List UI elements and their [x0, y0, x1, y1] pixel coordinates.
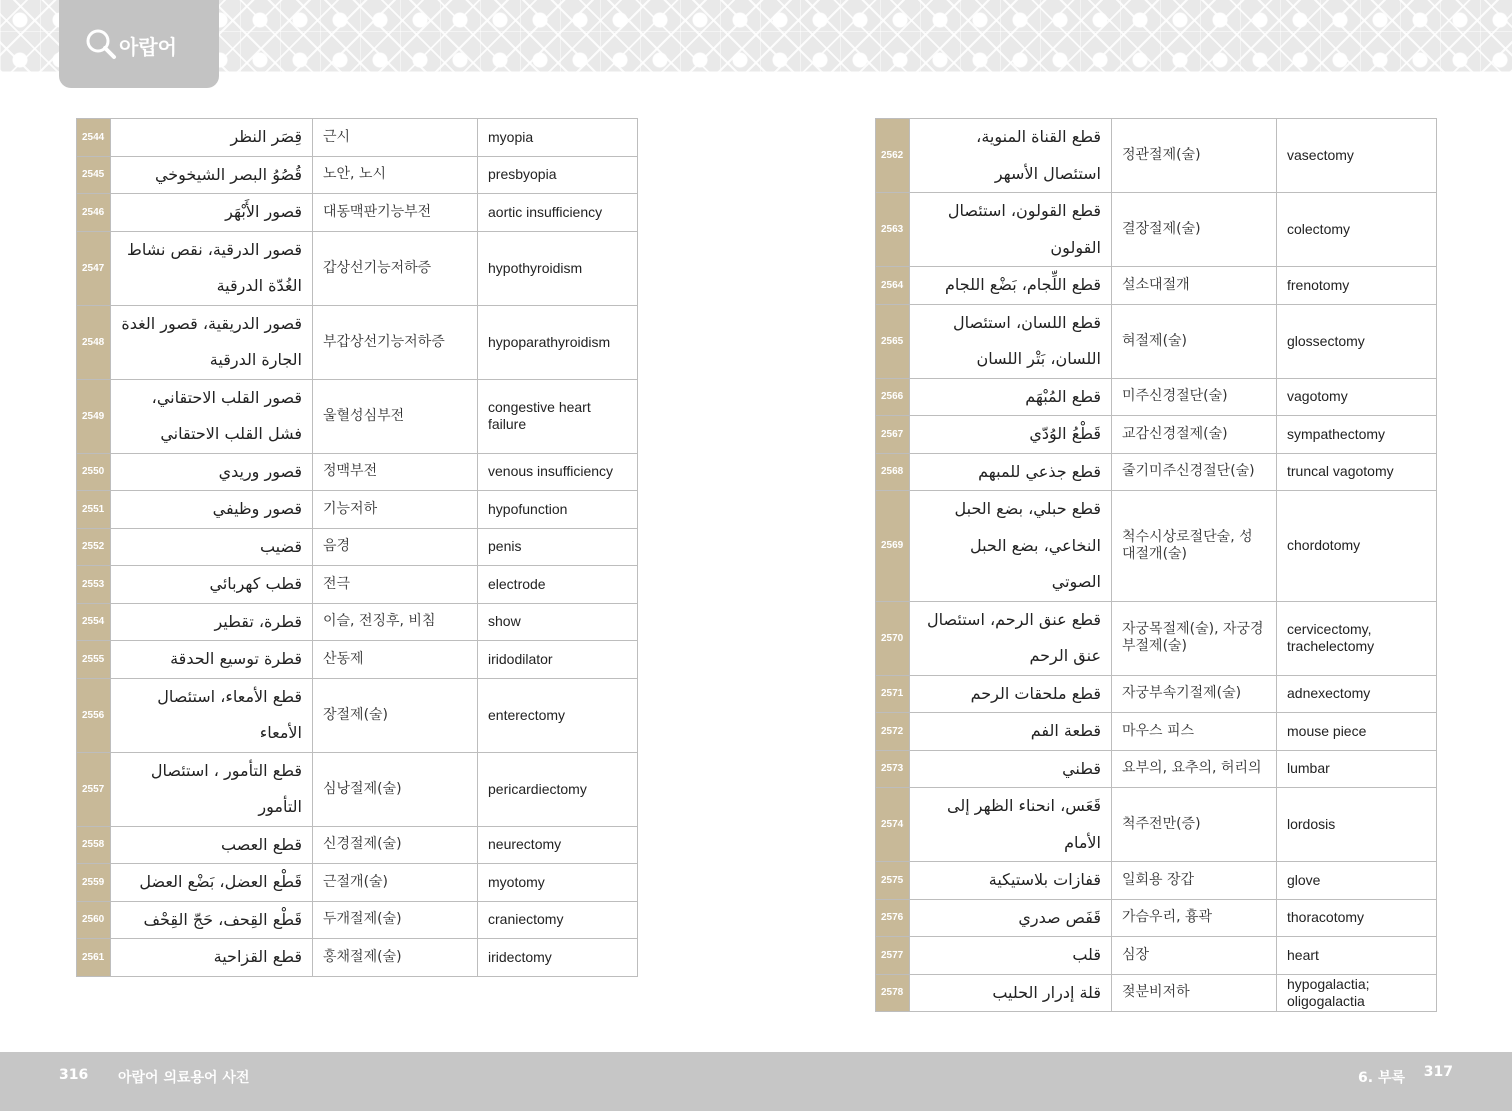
dictionary-table-left: [76, 118, 638, 977]
korean-term: 정관절제(술): [1112, 119, 1277, 193]
table-row: [876, 193, 1437, 267]
english-term: hypogalactia; oligogalactia: [1277, 974, 1437, 1012]
korean-term: 부갑상선기능저하증: [313, 305, 478, 379]
entry-number: 2560: [77, 901, 111, 939]
entry-number: 2563: [876, 193, 910, 267]
english-term: hypoparathyroidism: [478, 305, 638, 379]
korean-term: 심낭절제(술): [313, 752, 478, 826]
table-row: [77, 528, 638, 566]
english-term: myopia: [478, 119, 638, 157]
table-row: [876, 601, 1437, 675]
entry-number: 2545: [77, 156, 111, 194]
korean-term: 척주전만(증): [1112, 788, 1277, 862]
arabic-term: قطع اللِّجام، بَضْع اللجام: [910, 267, 1112, 305]
korean-term: 음경: [313, 528, 478, 566]
korean-term: 줄기미주신경절단(술): [1112, 453, 1277, 491]
korean-term: 근절개(술): [313, 864, 478, 902]
tab-label: 아랍어: [119, 34, 177, 59]
english-term: cervicectomy, trachelectomy: [1277, 601, 1437, 675]
table-row: [77, 379, 638, 453]
entry-number: 2544: [77, 119, 111, 157]
arabic-term: قطع العصب: [111, 826, 313, 864]
arabic-term: قصور القلب الاحتقاني، فشل القلب الاحتقاني: [111, 379, 313, 453]
table-row: [77, 491, 638, 529]
english-term: iridectomy: [478, 939, 638, 977]
table-row: [77, 752, 638, 826]
english-term: hypothyroidism: [478, 231, 638, 305]
entry-number: 2552: [77, 528, 111, 566]
entry-number: 2557: [77, 752, 111, 826]
korean-term: 전극: [313, 566, 478, 604]
english-term: colectomy: [1277, 193, 1437, 267]
entry-number: 2546: [77, 194, 111, 232]
korean-term: 이슬, 전징후, 비침: [313, 603, 478, 641]
entry-number: 2578: [876, 974, 910, 1012]
arabic-term: قطرة توسيع الحدقة: [111, 641, 313, 679]
table-row: [876, 119, 1437, 193]
arabic-term: قطني: [910, 750, 1112, 788]
english-term: venous insufficiency: [478, 453, 638, 491]
arabic-term: قطع عنق الرحم، استئصال عنق الرحم: [910, 601, 1112, 675]
english-term: lordosis: [1277, 788, 1437, 862]
korean-term: 미주신경절단(술): [1112, 378, 1277, 416]
korean-term: 울혈성심부전: [313, 379, 478, 453]
english-term: adnexectomy: [1277, 675, 1437, 713]
entry-number: 2568: [876, 453, 910, 491]
entry-number: 2556: [77, 678, 111, 752]
korean-term: 혀절제(술): [1112, 304, 1277, 378]
arabic-term: قلب: [910, 937, 1112, 975]
english-term: penis: [478, 528, 638, 566]
table-row: [876, 862, 1437, 900]
korean-term: 노안, 노시: [313, 156, 478, 194]
entry-number: 2570: [876, 601, 910, 675]
korean-term: 자궁부속기절제(술): [1112, 675, 1277, 713]
english-term: lumbar: [1277, 750, 1437, 788]
korean-term: 설소대절개: [1112, 267, 1277, 305]
table-row: [77, 939, 638, 977]
arabic-term: قطع الأمعاء، استئصال الأمعاء: [111, 678, 313, 752]
arabic-term: قطع القناة المنوية، استئصال الأسهر: [910, 119, 1112, 193]
korean-term: 홍채절제(술): [313, 939, 478, 977]
korean-term: 갑상선기능저하증: [313, 231, 478, 305]
korean-term: 척수시상로절단술, 성대절개(술): [1112, 491, 1277, 602]
english-term: glove: [1277, 862, 1437, 900]
entry-number: 2547: [77, 231, 111, 305]
arabic-term: قطع المُبْهَم: [910, 378, 1112, 416]
english-term: thoracotomy: [1277, 899, 1437, 937]
korean-term: 결장절제(술): [1112, 193, 1277, 267]
korean-term: 장절제(술): [313, 678, 478, 752]
table-row: [77, 678, 638, 752]
arabic-term: قضيب: [111, 528, 313, 566]
korean-term: 산동제: [313, 641, 478, 679]
arabic-term: قطرة، تقطير: [111, 603, 313, 641]
table-row: [77, 231, 638, 305]
english-term: mouse piece: [1277, 713, 1437, 751]
english-term: glossectomy: [1277, 304, 1437, 378]
entry-number: 2574: [876, 788, 910, 862]
entry-number: 2573: [876, 750, 910, 788]
korean-term: 일회용 장갑: [1112, 862, 1277, 900]
table-row: [876, 453, 1437, 491]
english-term: electrode: [478, 566, 638, 604]
english-term: sympathectomy: [1277, 416, 1437, 454]
table-row: [876, 378, 1437, 416]
table-row: [77, 641, 638, 679]
english-term: frenotomy: [1277, 267, 1437, 305]
entry-number: 2575: [876, 862, 910, 900]
korean-term: 신경절제(술): [313, 826, 478, 864]
english-term: truncal vagotomy: [1277, 453, 1437, 491]
english-term: craniectomy: [478, 901, 638, 939]
entry-number: 2577: [876, 937, 910, 975]
korean-term: 마우스 피스: [1112, 713, 1277, 751]
entry-number: 2558: [77, 826, 111, 864]
english-term: presbyopia: [478, 156, 638, 194]
english-term: vagotomy: [1277, 378, 1437, 416]
arabic-term: قَعَس، انحناء الظهر إلى الأمام: [910, 788, 1112, 862]
entry-number: 2561: [77, 939, 111, 977]
entry-number: 2576: [876, 899, 910, 937]
korean-term: 교감신경절제(술): [1112, 416, 1277, 454]
entry-number: 2569: [876, 491, 910, 602]
table-row: [876, 491, 1437, 602]
korean-term: 가슴우리, 흉곽: [1112, 899, 1277, 937]
arabic-term: قصور وظيفي: [111, 491, 313, 529]
arabic-term: قطع القزاحية: [111, 939, 313, 977]
english-term: aortic insufficiency: [478, 194, 638, 232]
table-row: [876, 788, 1437, 862]
table-row: [876, 416, 1437, 454]
arabic-term: قطع التأمور ، استئصال التأمور: [111, 752, 313, 826]
arabic-term: قَفَص صدري: [910, 899, 1112, 937]
english-term: congestive heart failure: [478, 379, 638, 453]
english-term: iridodilator: [478, 641, 638, 679]
table-row: [77, 305, 638, 379]
entry-number: 2567: [876, 416, 910, 454]
book-title: 아랍어 의료용어 사전: [118, 1070, 250, 1086]
korean-term: 기능저하: [313, 491, 478, 529]
arabic-term: قصور وريدي: [111, 453, 313, 491]
table-row: [876, 713, 1437, 751]
entry-number: 2553: [77, 566, 111, 604]
arabic-term: قطب كهربائي: [111, 566, 313, 604]
arabic-term: قصور الدرقية، نقص نشاط الغُدّة الدرقية: [111, 231, 313, 305]
arabic-term: قطع اللسان، استئصال اللسان، بَتْر اللسان: [910, 304, 1112, 378]
arabic-term: قَطْعُ الوُدّي: [910, 416, 1112, 454]
arabic-term: قطع حبلي، بضع الحبل النخاعي، بضع الحبل الصوتي: [910, 491, 1112, 602]
entry-number: 2565: [876, 304, 910, 378]
korean-term: 대동맥판기능부전: [313, 194, 478, 232]
table-row: [77, 603, 638, 641]
table-row: [77, 566, 638, 604]
arabic-term: قطع جذعي للمبهم: [910, 453, 1112, 491]
table-row: [876, 304, 1437, 378]
right-page-number: 317: [1423, 1064, 1453, 1080]
entry-number: 2551: [77, 491, 111, 529]
arabic-term: قصور الأَبْهَر: [111, 194, 313, 232]
korean-term: 근시: [313, 119, 478, 157]
korean-term: 정맥부전: [313, 453, 478, 491]
table-row: [876, 937, 1437, 975]
english-term: neurectomy: [478, 826, 638, 864]
table-row: [876, 899, 1437, 937]
magnifier-icon: [85, 28, 117, 60]
table-row: [77, 901, 638, 939]
arabic-term: قطع القولون، استئصال القولون: [910, 193, 1112, 267]
language-tab: [59, 0, 219, 88]
entry-number: 2555: [77, 641, 111, 679]
arabic-term: قطع ملحقات الرحم: [910, 675, 1112, 713]
entry-number: 2549: [77, 379, 111, 453]
english-term: heart: [1277, 937, 1437, 975]
table-row: [77, 864, 638, 902]
table-row: [876, 267, 1437, 305]
entry-number: 2548: [77, 305, 111, 379]
entry-number: 2572: [876, 713, 910, 751]
dictionary-table-right: [875, 118, 1437, 1012]
entry-number: 2566: [876, 378, 910, 416]
entry-number: 2562: [876, 119, 910, 193]
left-page-number: 316: [59, 1067, 89, 1083]
arabic-term: قطعة الفم: [910, 713, 1112, 751]
arabic-term: قَطْع العضل، بَضْع العضل: [111, 864, 313, 902]
entry-number: 2554: [77, 603, 111, 641]
english-term: hypofunction: [478, 491, 638, 529]
arabic-term: قلة إدرار الحليب: [910, 974, 1112, 1012]
english-term: pericardiectomy: [478, 752, 638, 826]
korean-term: 젖분비저하: [1112, 974, 1277, 1012]
entry-number: 2550: [77, 453, 111, 491]
table-row: [77, 156, 638, 194]
section-title: 6. 부록: [1358, 1070, 1405, 1086]
page-footer: [0, 1052, 1512, 1111]
korean-term: 두개절제(술): [313, 901, 478, 939]
english-term: vasectomy: [1277, 119, 1437, 193]
entry-number: 2564: [876, 267, 910, 305]
table-row: [876, 750, 1437, 788]
table-row: [77, 453, 638, 491]
table-row: [876, 675, 1437, 713]
table-row: [876, 974, 1437, 1012]
english-term: myotomy: [478, 864, 638, 902]
english-term: show: [478, 603, 638, 641]
english-term: chordotomy: [1277, 491, 1437, 602]
english-term: enterectomy: [478, 678, 638, 752]
arabic-term: قفازات بلاستيكية: [910, 862, 1112, 900]
arabic-term: قَطْع القِحف، حَجّ القِحْف: [111, 901, 313, 939]
table-row: [77, 826, 638, 864]
entry-number: 2559: [77, 864, 111, 902]
korean-term: 요부의, 요추의, 허리의: [1112, 750, 1277, 788]
arabic-term: قُصُوُ البصر الشيخوخي: [111, 156, 313, 194]
korean-term: 자궁목절제(술), 자궁경부절제(술): [1112, 601, 1277, 675]
table-row: [77, 194, 638, 232]
arabic-term: قصور الدريقية، قصور الغدة الجارة الدرقية: [111, 305, 313, 379]
arabic-term: قِصَر النظر: [111, 119, 313, 157]
korean-term: 심장: [1112, 937, 1277, 975]
table-row: [77, 119, 638, 157]
entry-number: 2571: [876, 675, 910, 713]
header-pattern: [0, 0, 1512, 72]
